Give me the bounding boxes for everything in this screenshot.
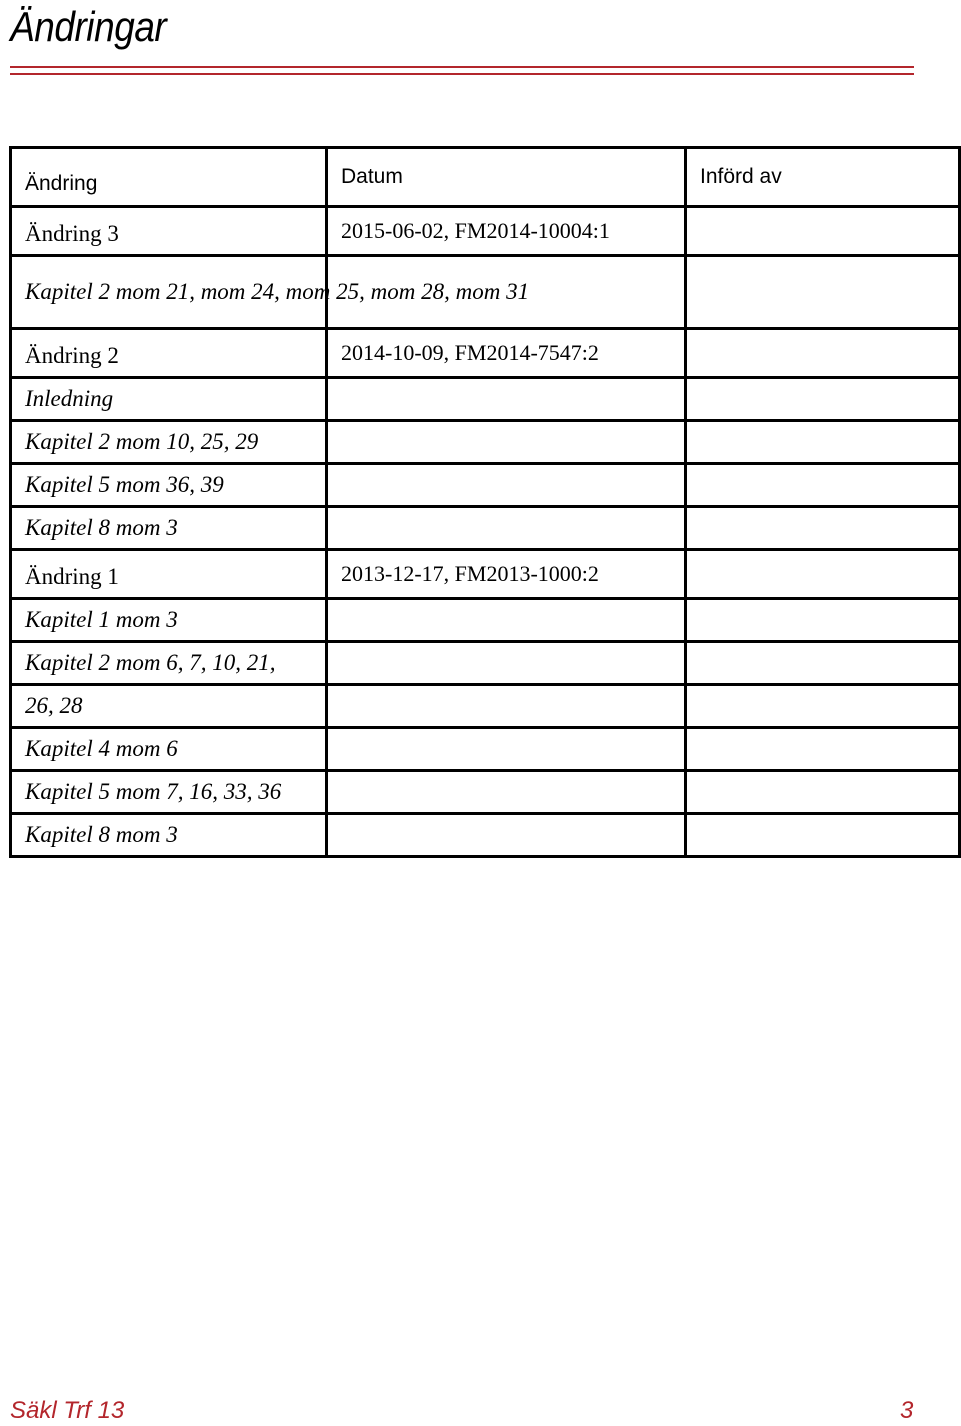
chapter-reference: Kapitel 2 mom 6, 7, 10, 21, (11, 642, 327, 685)
page-title: Ändringar (10, 3, 167, 50)
chapter-reference: Kapitel 5 mom 36, 39 (11, 464, 327, 507)
introduced-by-cell (686, 685, 960, 728)
amendment-date: 2014-10-09, FM2014-7547:2 (327, 329, 686, 378)
chapter-reference: Kapitel 4 mom 6 (11, 728, 327, 771)
header-inford-av: Införd av (686, 148, 960, 207)
introduced-by-cell (686, 728, 960, 771)
header-andring: Ändring (11, 148, 327, 207)
date-cell (327, 814, 686, 857)
date-cell (327, 464, 686, 507)
date-cell (327, 599, 686, 642)
table-header-row (11, 148, 960, 207)
date-cell (327, 685, 686, 728)
chapter-reference: Inledning (11, 378, 327, 421)
title-rule-bottom (10, 73, 914, 75)
table-row (11, 207, 960, 256)
introduced-by-cell (686, 814, 960, 857)
introduced-by-cell (686, 256, 960, 329)
amendment-label: Ändring 2 (11, 329, 327, 378)
amendment-date: 2015-06-02, FM2014-10004:1 (327, 207, 686, 256)
amendment-label: Ändring 3 (11, 207, 327, 256)
table-row (11, 329, 960, 378)
footer-document-id: Säkl Trf 13 (10, 1397, 125, 1424)
introduced-by-cell (686, 329, 960, 378)
table-row (11, 507, 960, 550)
introduced-by-cell (686, 550, 960, 599)
title-rule-top (10, 66, 914, 68)
chapter-reference: Kapitel 8 mom 3 (11, 507, 327, 550)
chapter-reference: Kapitel 1 mom 3 (11, 599, 327, 642)
table-row (11, 421, 960, 464)
introduced-by-cell (686, 642, 960, 685)
chapter-reference: Kapitel 8 mom 3 (11, 814, 327, 857)
table-row (11, 642, 960, 685)
chapter-reference: Kapitel 2 mom 10, 25, 29 (11, 421, 327, 464)
changes-table (9, 146, 961, 858)
table-row (11, 599, 960, 642)
table-row (11, 378, 960, 421)
date-cell (327, 728, 686, 771)
table-row (11, 771, 960, 814)
table-row (11, 814, 960, 857)
introduced-by-cell (686, 378, 960, 421)
footer-page-number: 3 (900, 1397, 914, 1424)
introduced-by-cell (686, 207, 960, 256)
date-cell (327, 642, 686, 685)
amendment-date: 2013-12-17, FM2013-1000:2 (327, 550, 686, 599)
introduced-by-cell (686, 599, 960, 642)
table-row (11, 464, 960, 507)
introduced-by-cell (686, 464, 960, 507)
date-cell (327, 771, 686, 814)
table-row (11, 256, 960, 329)
table-row (11, 550, 960, 599)
date-cell (327, 421, 686, 464)
introduced-by-cell (686, 771, 960, 814)
introduced-by-cell (686, 507, 960, 550)
chapter-reference: 26, 28 (11, 685, 327, 728)
date-cell (327, 378, 686, 421)
introduced-by-cell (686, 421, 960, 464)
table-row (11, 728, 960, 771)
table-row (11, 685, 960, 728)
header-datum: Datum (327, 148, 686, 207)
chapter-reference: Kapitel 2 mom 21, mom 24, mom 25, mom 28, mom 31 (11, 256, 327, 329)
date-cell (327, 507, 686, 550)
chapter-reference: Kapitel 5 mom 7, 16, 33, 36 (11, 771, 327, 814)
amendment-label: Ändring 1 (11, 550, 327, 599)
